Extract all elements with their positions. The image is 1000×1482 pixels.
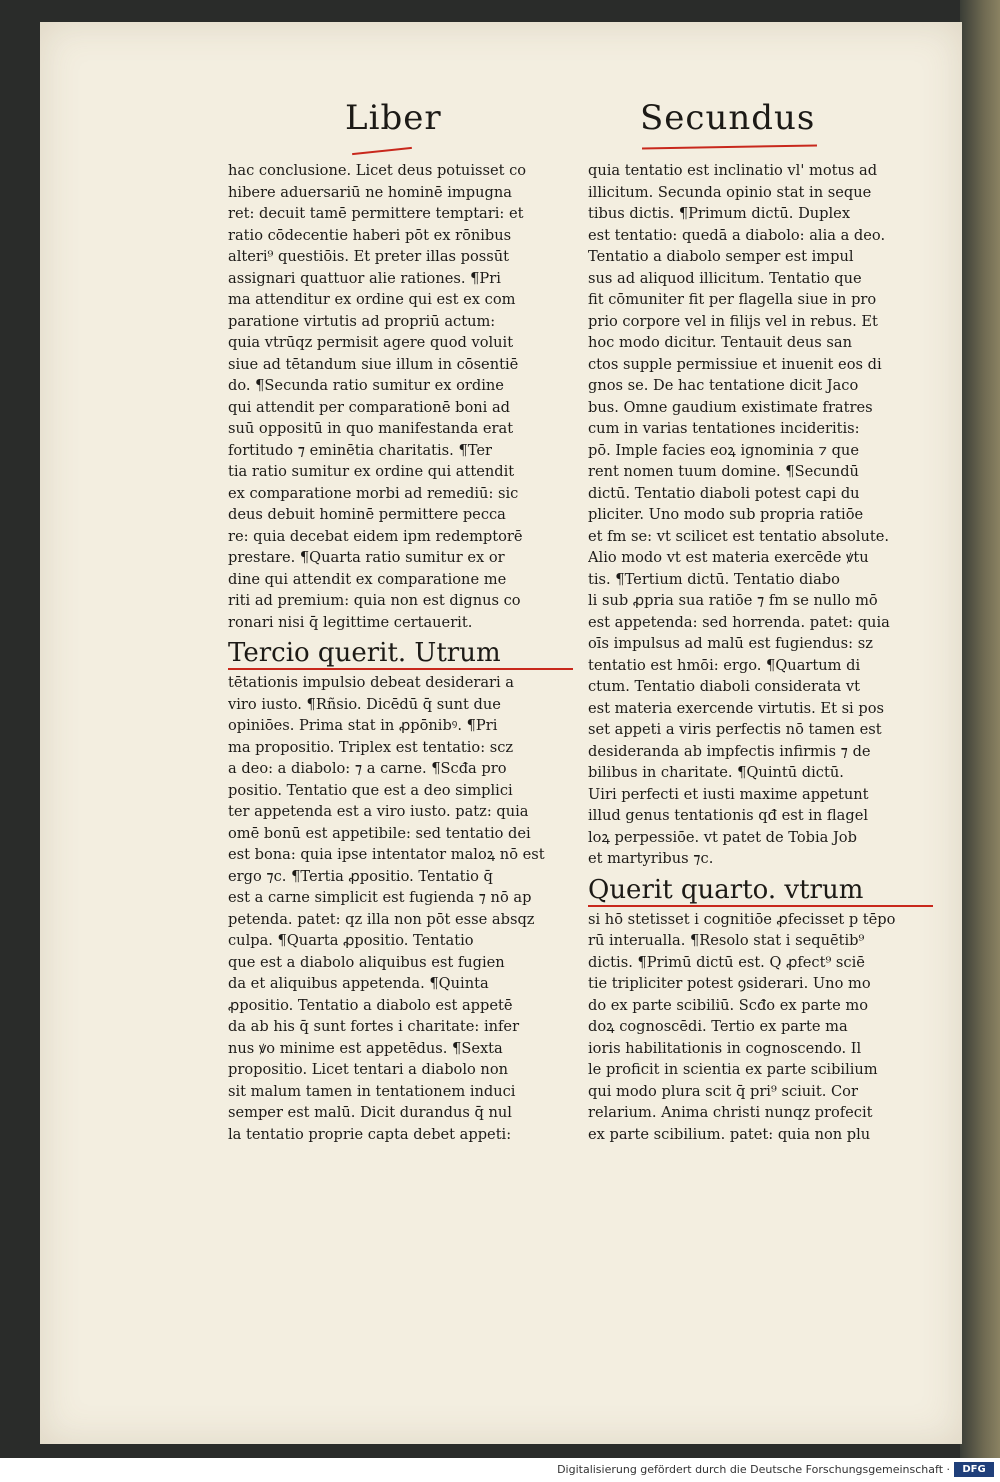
text-line: sus ad aliquod illicitum. Tentatio que — [588, 269, 862, 287]
text-line: ex parte scibilium. patet: quia non plu — [588, 1125, 871, 1143]
text-line: illicitum. Secunda opinio stat in seque — [588, 183, 872, 201]
text-line: semper est malū. Dicit durandus q̄ nul — [228, 1104, 512, 1121]
text-line: ioris habilitationis in cognoscendo. Il — [588, 1039, 862, 1057]
text-line: fit cōmuniter fit per flagella siue in pro — [588, 291, 877, 308]
text-line: sit malum tamen in tentationem induci — [228, 1082, 516, 1100]
text-line: Uiri perfecti et iusti maxime appetunt — [588, 785, 869, 803]
text-line: qui attendit per comparationē boni ad — [228, 398, 511, 416]
text-line: doꝝ cognoscēdi. Tertio ex parte ma — [588, 1018, 848, 1035]
text-line: rent nomen tuum domine. ¶Secundū — [588, 463, 859, 480]
rubric-rule — [588, 905, 933, 907]
text-line: relarium. Anima christi nunqz profecit — [588, 1104, 873, 1121]
text-line: suū oppositū in quo manifestanda erat — [228, 420, 514, 437]
left-column — [228, 160, 573, 1145]
text-line: et fm se: vt scilicet est tentatio absolute. — [588, 527, 890, 545]
text-line: hibere aduersariū ne hominē impugna — [228, 183, 512, 201]
text-line: quia vtrūqz permisit agere quod voluit — [228, 334, 514, 351]
text-line: oīs impulsus ad malū est fugiendus: sz — [588, 635, 873, 652]
text-line: loꝝ perpessiōe. vt patet de Tobia Job — [588, 828, 857, 846]
text-line: ratio cōdecentie haberi pōt ex rōnibus — [228, 226, 512, 244]
text-line: ergo ⁊c. ¶Tertia ꝓpositio. Tentatio q̄ — [228, 867, 493, 885]
text-line: ex comparatione morbi ad remediū: sic — [228, 484, 519, 502]
text-line: ctos supple permissiue et inuenit eos di — [588, 355, 882, 373]
text-line: tibus dictis. ¶Primum dictū. Duplex — [588, 205, 851, 222]
text-line: illud genus tentationis qđ est in flagel — [588, 807, 869, 824]
text-line: ma attenditur ex ordine qui est ex com — [228, 291, 516, 308]
running-head-left: Liber — [345, 98, 442, 138]
book-edge — [960, 0, 1000, 1458]
text-line: rū interualla. ¶Resolo stat i sequētib⁹ — [588, 932, 865, 949]
text-line: pō. Imple facies eoꝝ ignominia ⁊ que — [588, 441, 859, 459]
text-line: ma propositio. Triplex est tentatio: scz — [228, 738, 514, 756]
text-line: da ab his q̄ sunt fortes i charitate: infer — [228, 1018, 520, 1035]
text-line: li sub ꝓpria sua ratiōe ⁊ fm se nullo mō — [588, 592, 878, 609]
text-line: prestare. ¶Quarta ratio sumitur ex or — [228, 549, 505, 566]
text-line: ter appetenda est a viro iusto. patz: quia — [228, 803, 529, 820]
text-line: tie tripliciter potest ꝯsiderari. Uno mo — [588, 975, 871, 992]
text-line: tētationis impulsio debeat desiderari a — [228, 674, 515, 691]
text-line: que est a diabolo aliquibus est fugien — [228, 953, 505, 971]
text-line: dictis. ¶Primū dictū est. Q ꝓfect⁹ sciē — [588, 953, 865, 971]
text-line: omē bonū est appetibile: sed tentatio dei — [228, 824, 531, 842]
text-line: quia tentatio est inclinatio vl' motus ad — [588, 162, 878, 179]
text-line: re: quia decebat eidem ipm redemptorē — [228, 527, 523, 545]
left-column-text-a — [228, 160, 573, 633]
question-heading-right — [588, 873, 933, 907]
text-line: fortitudo ⁊ eminētia charitatis. ¶Ter — [228, 441, 492, 459]
right-column-text-a — [588, 160, 933, 870]
rubric-rule — [228, 668, 573, 670]
text-line: culpa. ¶Quarta ꝓpositio. Tentatio — [228, 932, 474, 949]
right-column-text-b — [588, 909, 933, 1146]
text-line: assignari quattuor alie rationes. ¶Pri — [228, 269, 501, 287]
text-line: cum in varias tentationes incideritis: — [588, 420, 860, 437]
right-column — [588, 160, 933, 1145]
text-line: est bona: quia ipse intentator maloꝝ nō est — [228, 846, 545, 863]
text-line: riti ad premium: quia non est dignus co — [228, 592, 521, 609]
text-line: gnos se. De hac tentatione dicit Jaco — [588, 377, 859, 394]
question-heading-left — [228, 636, 573, 670]
text-line: tentatio est hmōi: ergo. ¶Quartum di — [588, 656, 861, 674]
text-line: propositio. Licet tentari a diabolo non — [228, 1061, 509, 1078]
text-line: ronari nisi q̄ legittime certauerit. — [228, 613, 473, 631]
text-line: nus ꝟo minime est appetēdus. ¶Sexta — [228, 1039, 503, 1057]
text-line: hoc modo dicitur. Tentauit deus san — [588, 334, 853, 351]
text-line: a deo: a diabolo: ⁊ a carne. ¶Scđa pro — [228, 760, 507, 777]
text-line: hac conclusione. Licet deus potuisset co — [228, 162, 527, 179]
dfg-logo: DFG — [954, 1462, 994, 1477]
text-line: viro iusto. ¶Rñsio. Dicēdū q̄ sunt due — [228, 695, 501, 713]
text-line: est materia exercende virtutis. Et si pos — [588, 699, 884, 717]
text-line: est a carne simplicit est fugienda ⁊ nō ap — [228, 889, 532, 906]
question-heading-text: Querit quarto. vtrum — [588, 874, 864, 905]
footer-bar — [0, 1458, 1000, 1482]
text-line: do. ¶Secunda ratio sumitur ex ordine — [228, 377, 504, 394]
left-column-text-b — [228, 672, 573, 1145]
text-line: le proficit in scientia ex parte scibilium — [588, 1061, 878, 1078]
text-line: ꝓpositio. Tentatio a diabolo est appetē — [228, 996, 513, 1014]
footer-credit: Digitalisierung gefördert durch die Deutsche Forschungsgemeinschaft · — [557, 1463, 950, 1476]
text-line: qui modo plura scit q̄ pri⁹ sciuit. Cor — [588, 1082, 858, 1100]
text-line: ret: decuit tamē permittere temptari: et — [228, 205, 524, 222]
text-line: tis. ¶Tertium dictū. Tentatio diabo — [588, 570, 840, 588]
text-line: opiniōes. Prima stat in ꝓpōnibꝰ. ¶Pri — [228, 717, 498, 734]
text-line: est appetenda: sed horrenda. patet: quia — [588, 613, 890, 631]
text-line: paratione virtutis ad propriū actum: — [228, 312, 496, 330]
text-line: tia ratio sumitur ex ordine qui attendit — [228, 463, 515, 480]
text-line: dine qui attendit ex comparatione me — [228, 570, 507, 588]
text-line: siue ad tētandum siue illum in cōsentiē — [228, 355, 519, 373]
text-line: bus. Omne gaudium existimate fratres — [588, 398, 873, 416]
text-line: deus debuit hominē permittere pecca — [228, 506, 506, 523]
text-line: dictū. Tentatio diaboli potest capi du — [588, 484, 860, 502]
text-line: positio. Tentatio que est a deo simplici — [228, 781, 513, 799]
text-line: si hō stetisset i cognitiōe ꝓfecisset p tēpo — [588, 910, 896, 928]
text-line: petenda. patet: qz illa non pōt esse absqz — [228, 910, 535, 928]
text-line: est tentatio: quedā a diabolo: alia a deo. — [588, 226, 886, 244]
text-line: Tentatio a diabolo semper est impul — [588, 248, 854, 265]
running-head-right: Secundus — [640, 98, 816, 138]
text-line: la tentatio proprie capta debet appeti: — [228, 1125, 512, 1143]
text-line: pliciter. Uno modo sub propria ratiōe — [588, 506, 864, 523]
text-line: do ex parte scibiliū. Scđo ex parte mo — [588, 996, 869, 1014]
text-line: ctum. Tentatio diaboli considerata vt — [588, 678, 861, 695]
text-line: bilibus in charitate. ¶Quintū dictū. — [588, 764, 844, 781]
text-line: prio corpore vel in filijs vel in rebus. Et — [588, 312, 878, 330]
text-line: Alio modo vt est materia exercēde ꝟtu — [588, 549, 869, 566]
question-heading-text: Tercio querit. Utrum — [228, 638, 501, 668]
text-line: desideranda ab impfectis infirmis ⁊ de — [588, 742, 871, 760]
text-line: alteri⁹ questiōis. Et preter illas possūt — [228, 248, 510, 265]
text-line: da et aliquibus appetenda. ¶Quinta — [228, 975, 489, 992]
text-line: set appeti a viris perfectis nō tamen est — [588, 721, 882, 738]
text-line: et martyribus ⁊c. — [588, 850, 714, 867]
